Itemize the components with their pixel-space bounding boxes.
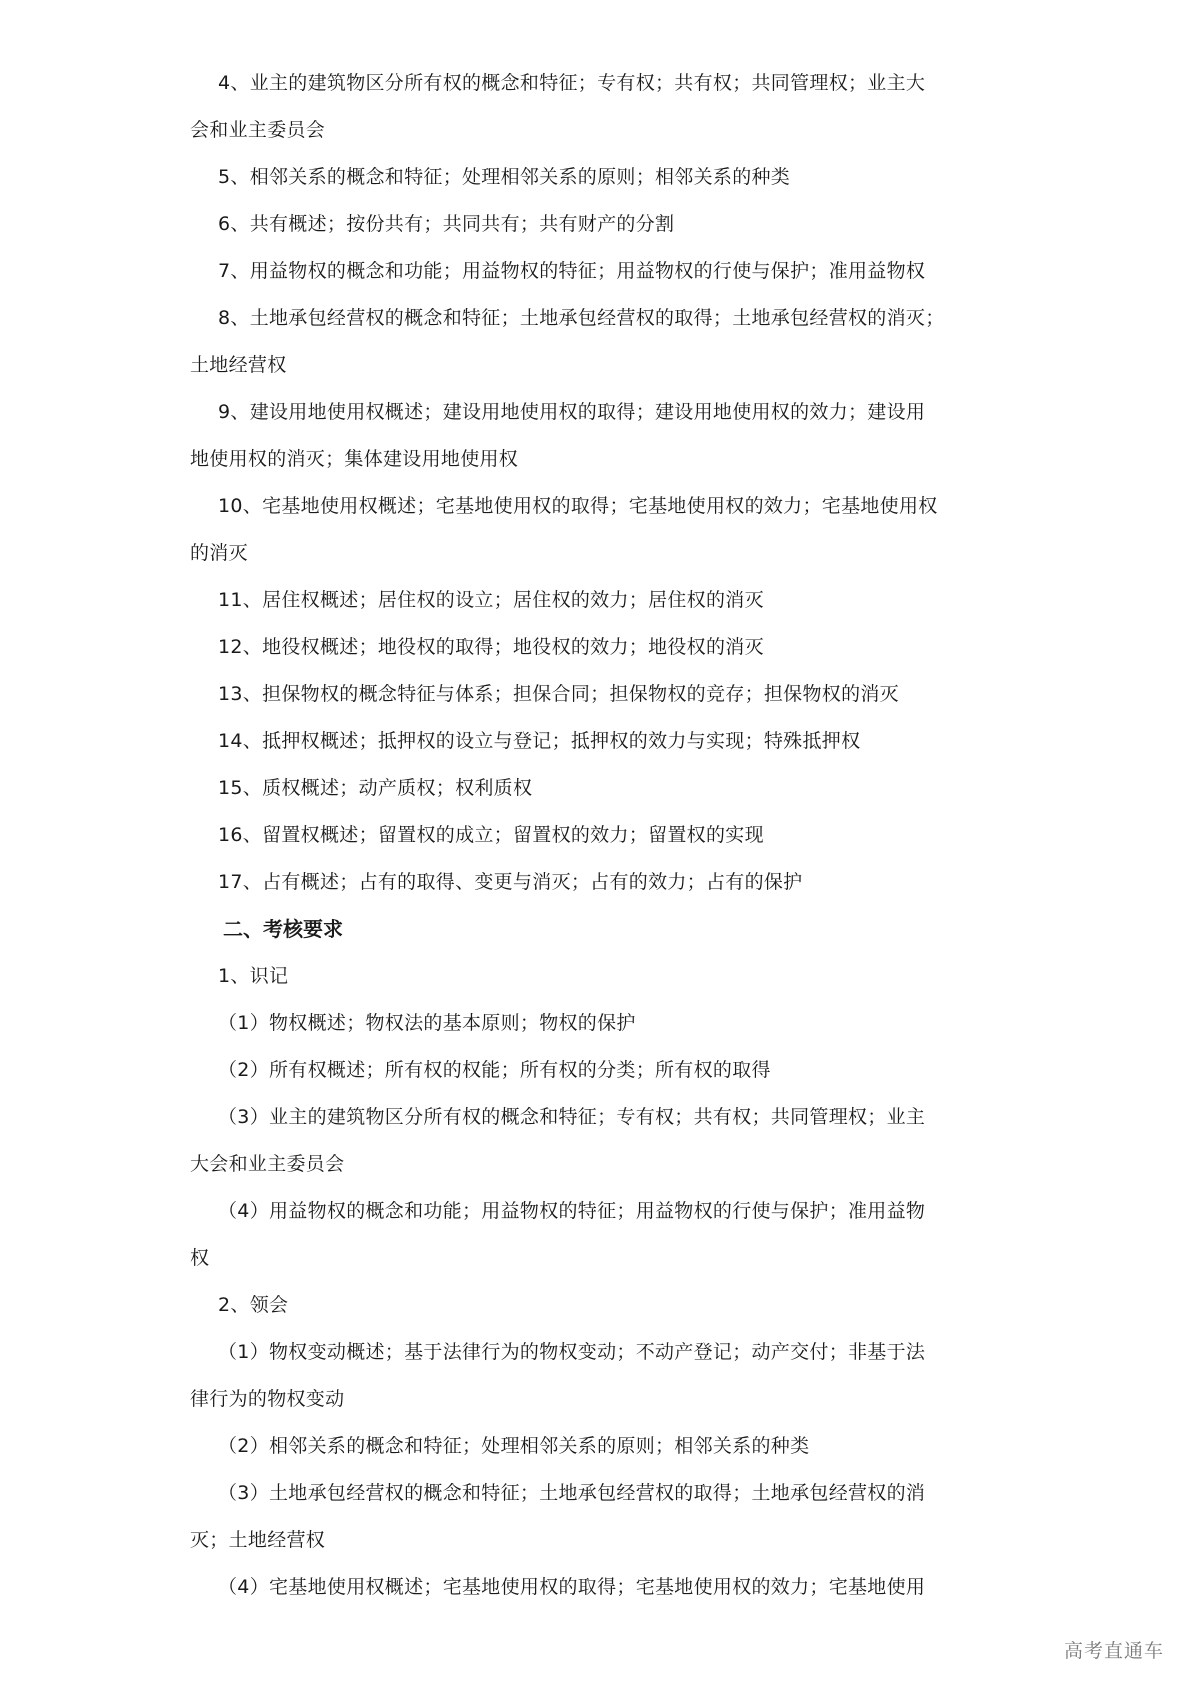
watermark: 高考直通车 <box>1063 1640 1164 1662</box>
text-line: 2、领会 <box>218 1294 289 1316</box>
text-line: 11、居住权概述；居住权的设立；居住权的效力；居住权的消灭 <box>218 589 764 611</box>
text-line: 13、担保物权的概念特征与体系；担保合同；担保物权的竞存；担保物权的消灭 <box>218 683 899 705</box>
text-line: （1）物权概述；物权法的基本原则；物权的保护 <box>218 1012 636 1034</box>
text-line: 律行为的物权变动 <box>190 1388 345 1410</box>
text-line: 地使用权的消灭；集体建设用地使用权 <box>190 448 519 470</box>
text-line: 17、占有概述；占有的取得、变更与消灭；占有的效力；占有的保护 <box>218 871 803 893</box>
text-line: （3）土地承包经营权的概念和特征；土地承包经营权的取得；土地承包经营权的消 <box>218 1482 926 1504</box>
text-line: 14、抵押权概述；抵押权的设立与登记；抵押权的效力与实现；特殊抵押权 <box>218 730 861 752</box>
text-line: 5、相邻关系的概念和特征；处理相邻关系的原则；相邻关系的种类 <box>218 166 791 188</box>
text-line: 7、用益物权的概念和功能；用益物权的特征；用益物权的行使与保护；准用益物权 <box>218 260 926 282</box>
text-line: 的消灭 <box>190 542 248 564</box>
text-line: 大会和业主委员会 <box>190 1153 345 1175</box>
text-line: 权 <box>190 1247 210 1269</box>
text-line: （3）业主的建筑物区分所有权的概念和特征；专有权；共有权；共同管理权；业主 <box>218 1106 926 1128</box>
section-title: 二、考核要求 <box>223 917 343 941</box>
text-line: 16、留置权概述；留置权的成立；留置权的效力；留置权的实现 <box>218 824 764 846</box>
content-list <box>190 60 950 906</box>
text-line: 1、识记 <box>218 965 289 987</box>
text-line: （1）物权变动概述；基于法律行为的物权变动；不动产登记；动产交付；非基于法 <box>218 1341 926 1363</box>
text-line: 4、业主的建筑物区分所有权的概念和特征；专有权；共有权；共同管理权；业主大 <box>218 72 926 94</box>
document-page <box>190 60 950 1611</box>
requirements-list <box>190 953 950 1611</box>
text-line: 8、土地承包经营权的概念和特征；土地承包经营权的取得；土地承包经营权的消灭； <box>218 307 945 329</box>
text-line: （4）用益物权的概念和功能；用益物权的特征；用益物权的行使与保护；准用益物 <box>218 1200 926 1222</box>
text-line: 15、质权概述；动产质权；权利质权 <box>218 777 533 799</box>
text-line: 土地经营权 <box>190 354 287 376</box>
text-line: 12、地役权概述；地役权的取得；地役权的效力；地役权的消灭 <box>218 636 764 658</box>
text-line: 灭；土地经营权 <box>190 1529 326 1551</box>
text-line: （2）相邻关系的概念和特征；处理相邻关系的原则；相邻关系的种类 <box>218 1435 810 1457</box>
text-line: （2）所有权概述；所有权的权能；所有权的分类；所有权的取得 <box>218 1059 771 1081</box>
text-line: 会和业主委员会 <box>190 119 326 141</box>
text-line: 10、宅基地使用权概述；宅基地使用权的取得；宅基地使用权的效力；宅基地使用权 <box>218 495 938 517</box>
text-line: （4）宅基地使用权概述；宅基地使用权的取得；宅基地使用权的效力；宅基地使用 <box>218 1576 926 1598</box>
text-line: 9、建设用地使用权概述；建设用地使用权的取得；建设用地使用权的效力；建设用 <box>218 401 926 423</box>
text-line: 6、共有概述；按份共有；共同共有；共有财产的分割 <box>218 213 675 235</box>
